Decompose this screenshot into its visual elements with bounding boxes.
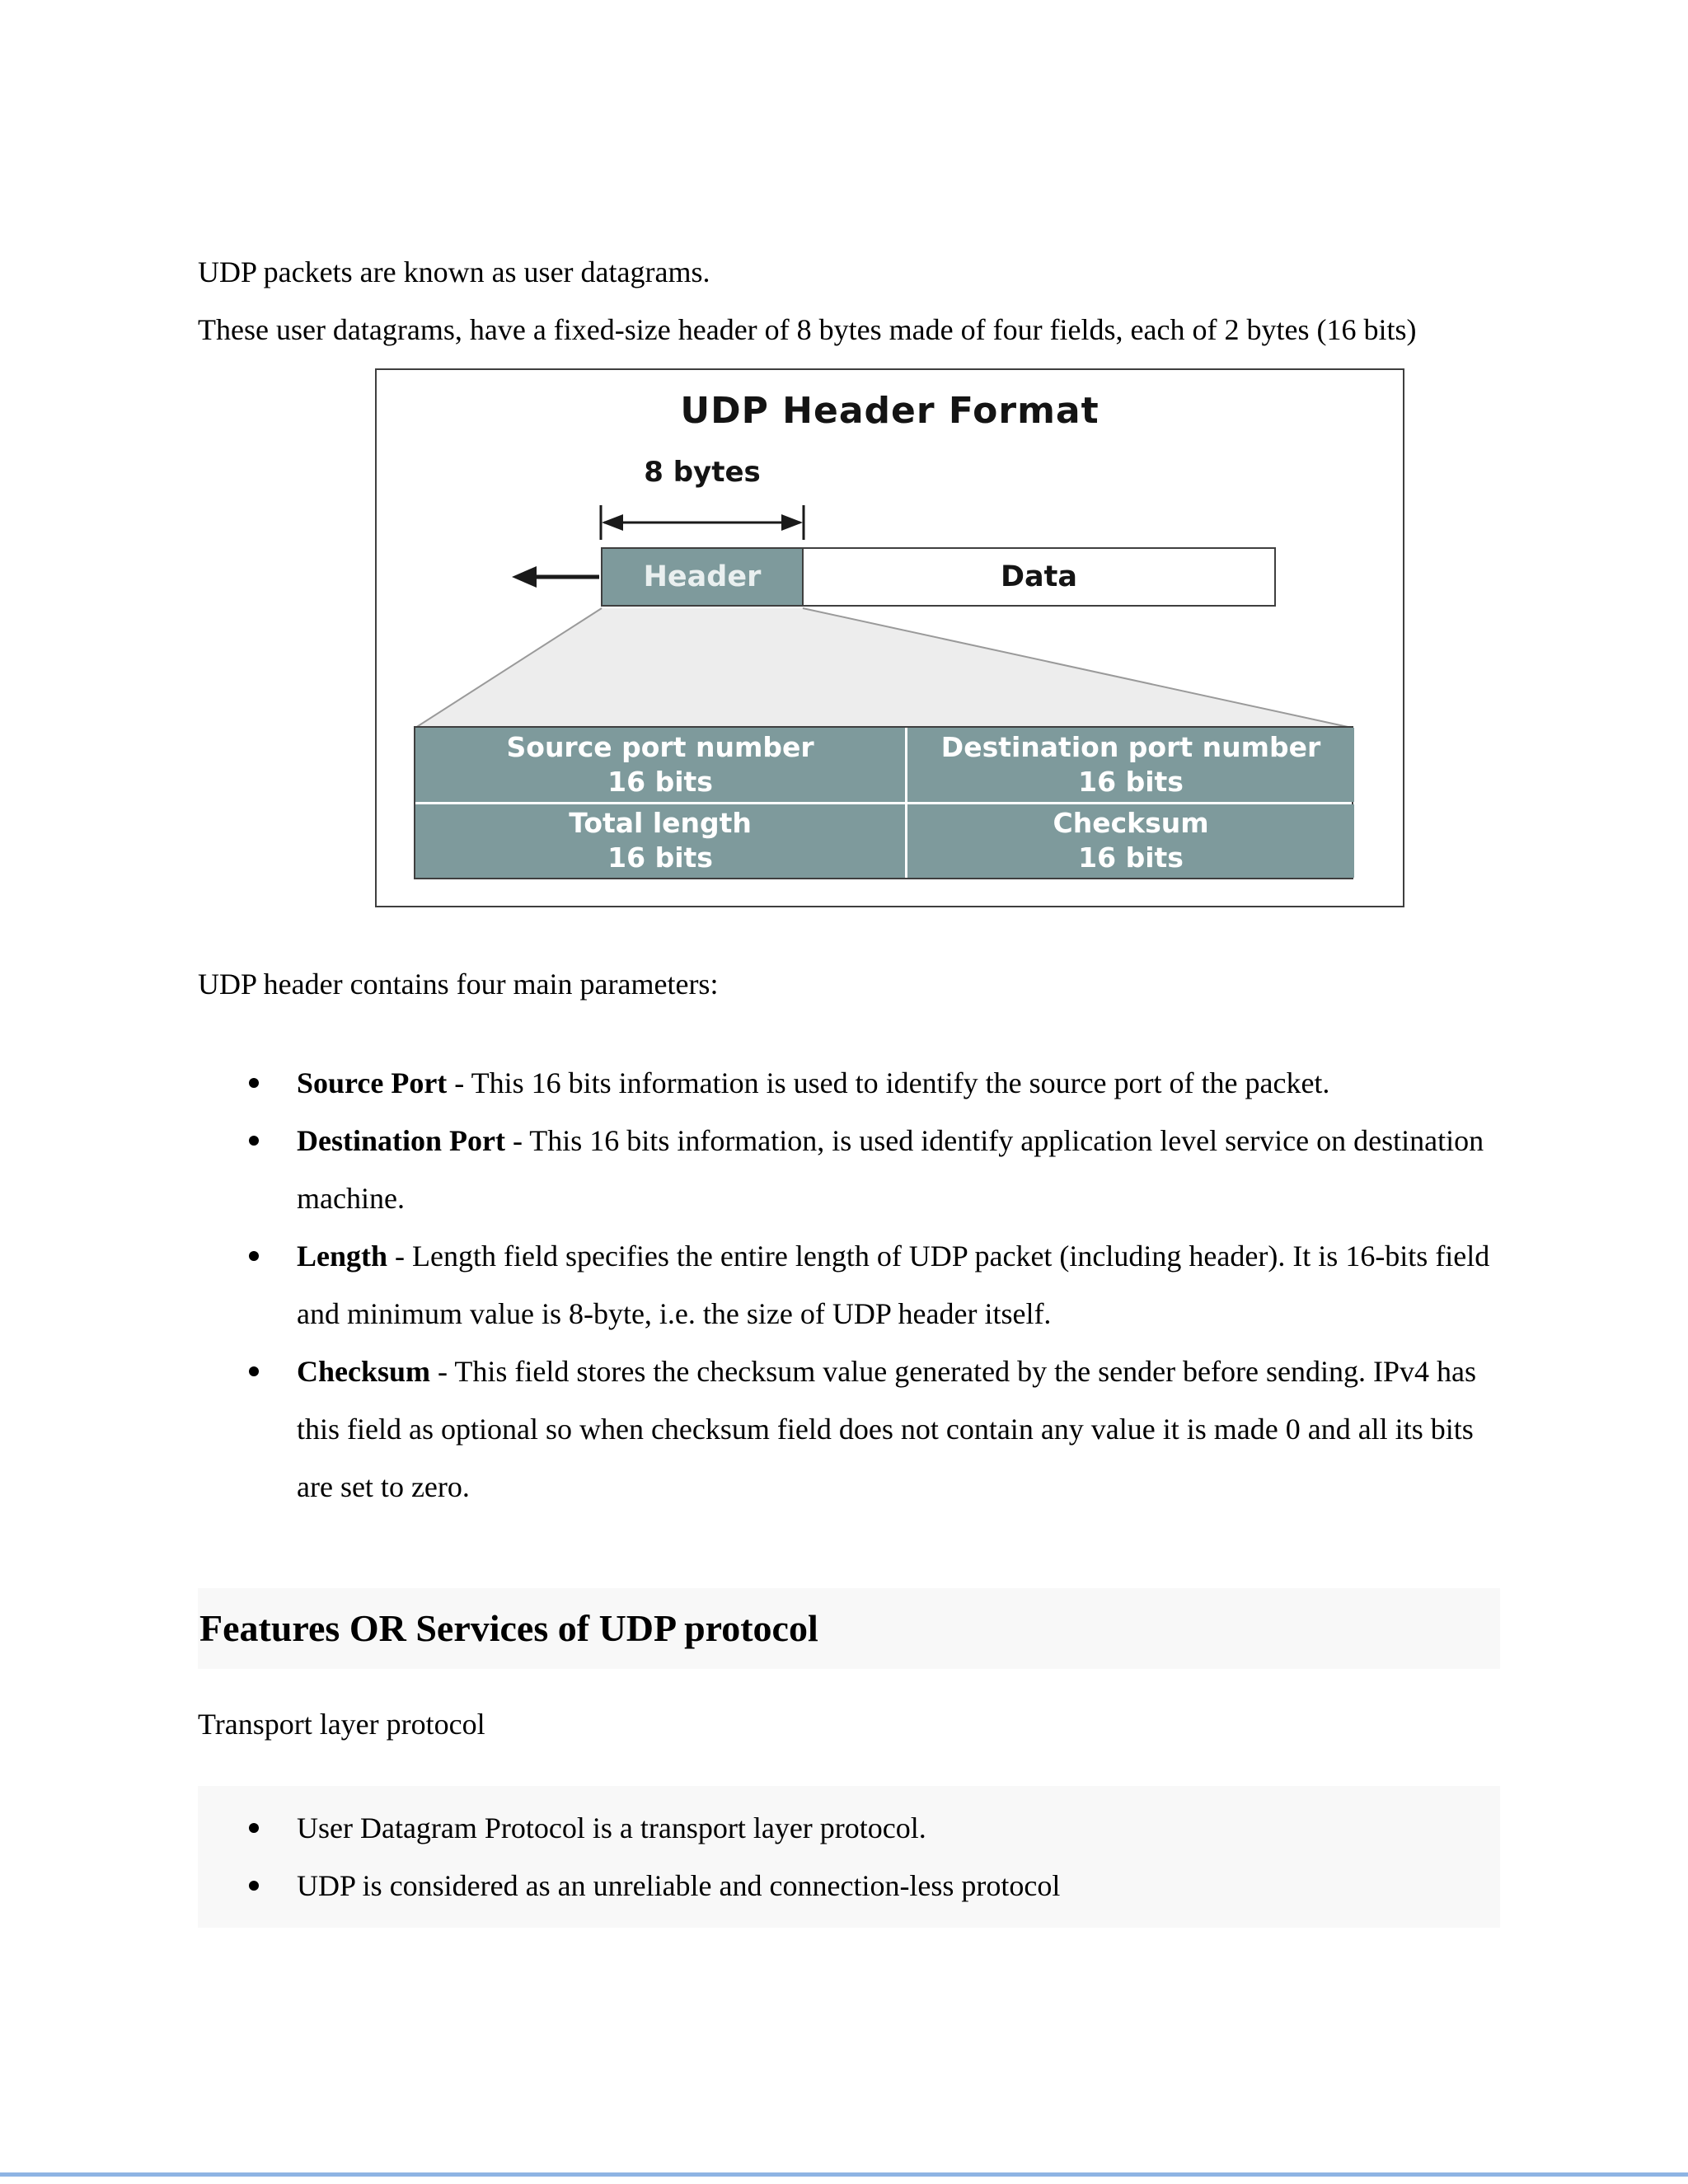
- udp-params-list: [198, 1054, 1500, 1516]
- field-bits: 16 bits: [1078, 765, 1184, 798]
- list-item-transport-layer: [198, 1799, 1500, 1857]
- param-desc: - This 16 bits information, is used identify application level service on destination machine.: [297, 1124, 1484, 1215]
- left-arrowhead: [512, 566, 537, 588]
- param-desc: - This 16 bits information is used to identify the source port of the packet.: [454, 1066, 1330, 1099]
- data-segment-box: Data: [802, 547, 1276, 607]
- bytes-measure-label: 8 bytes: [644, 456, 761, 489]
- paragraph-intro-2: These user datagrams, have a fixed-size header of 8 bytes made of four fields, each of 2 bytes (16 bits): [198, 313, 1417, 346]
- udp-header-format-diagram: [375, 368, 1404, 907]
- param-term: Source Port: [297, 1066, 448, 1099]
- features-subheading: Transport layer protocol: [198, 1708, 485, 1741]
- feature-text: UDP is considered as an unreliable and connection-less protocol: [297, 1869, 1061, 1902]
- paragraph-intro-1: UDP packets are known as user datagrams.: [198, 255, 710, 288]
- udp-header-fields-grid: [414, 726, 1353, 879]
- grid-cell-source-port: [415, 728, 905, 802]
- list-item-source-port: [198, 1054, 1500, 1112]
- features-heading-band: [198, 1588, 1500, 1669]
- param-desc: - This field stores the checksum value generated by the sender before sending. IPv4 has this field as optional so when checksum field does not contain any value it is made 0 and all its bits are set to zero.: [297, 1355, 1476, 1503]
- features-list: [198, 1799, 1500, 1915]
- param-desc: - Length field specifies the entire length of UDP packet (including header). It is 16-bits field and minimum value is 8-byte, i.e. the size of UDP header itself.: [297, 1240, 1490, 1330]
- features-section-heading: Features OR Services of UDP protocol: [199, 1607, 818, 1649]
- grid-cell-checksum: [907, 804, 1354, 879]
- feature-text: User Datagram Protocol is a transport layer protocol.: [297, 1811, 926, 1844]
- dimension-arrowhead-left: [602, 514, 623, 531]
- param-term: Checksum: [297, 1355, 431, 1388]
- list-item-unreliable: [198, 1857, 1500, 1915]
- field-name: Checksum: [1053, 807, 1209, 840]
- params-intro-paragraph: UDP header contains four main parameters:: [198, 968, 719, 1001]
- field-bits: 16 bits: [607, 765, 713, 798]
- diagram-title: UDP Header Format: [680, 390, 1100, 432]
- list-item-destination-port: [198, 1112, 1500, 1227]
- grid-cell-total-length: [415, 804, 905, 879]
- header-segment-box: Header: [601, 547, 804, 607]
- field-name: Total length: [569, 807, 752, 840]
- param-term: Destination Port: [297, 1124, 505, 1157]
- features-list-band: [198, 1786, 1500, 1928]
- page-bottom-rule: [0, 2172, 1688, 2177]
- field-name: Source port number: [506, 730, 814, 763]
- list-item-checksum: [198, 1343, 1500, 1516]
- list-item-length: [198, 1227, 1500, 1343]
- param-term: Length: [297, 1240, 388, 1272]
- field-bits: 16 bits: [1078, 841, 1184, 874]
- grid-cell-destination-port: [907, 728, 1354, 802]
- field-bits: 16 bits: [607, 841, 713, 874]
- field-name: Destination port number: [940, 730, 1321, 763]
- dimension-arrowhead-right: [781, 514, 803, 531]
